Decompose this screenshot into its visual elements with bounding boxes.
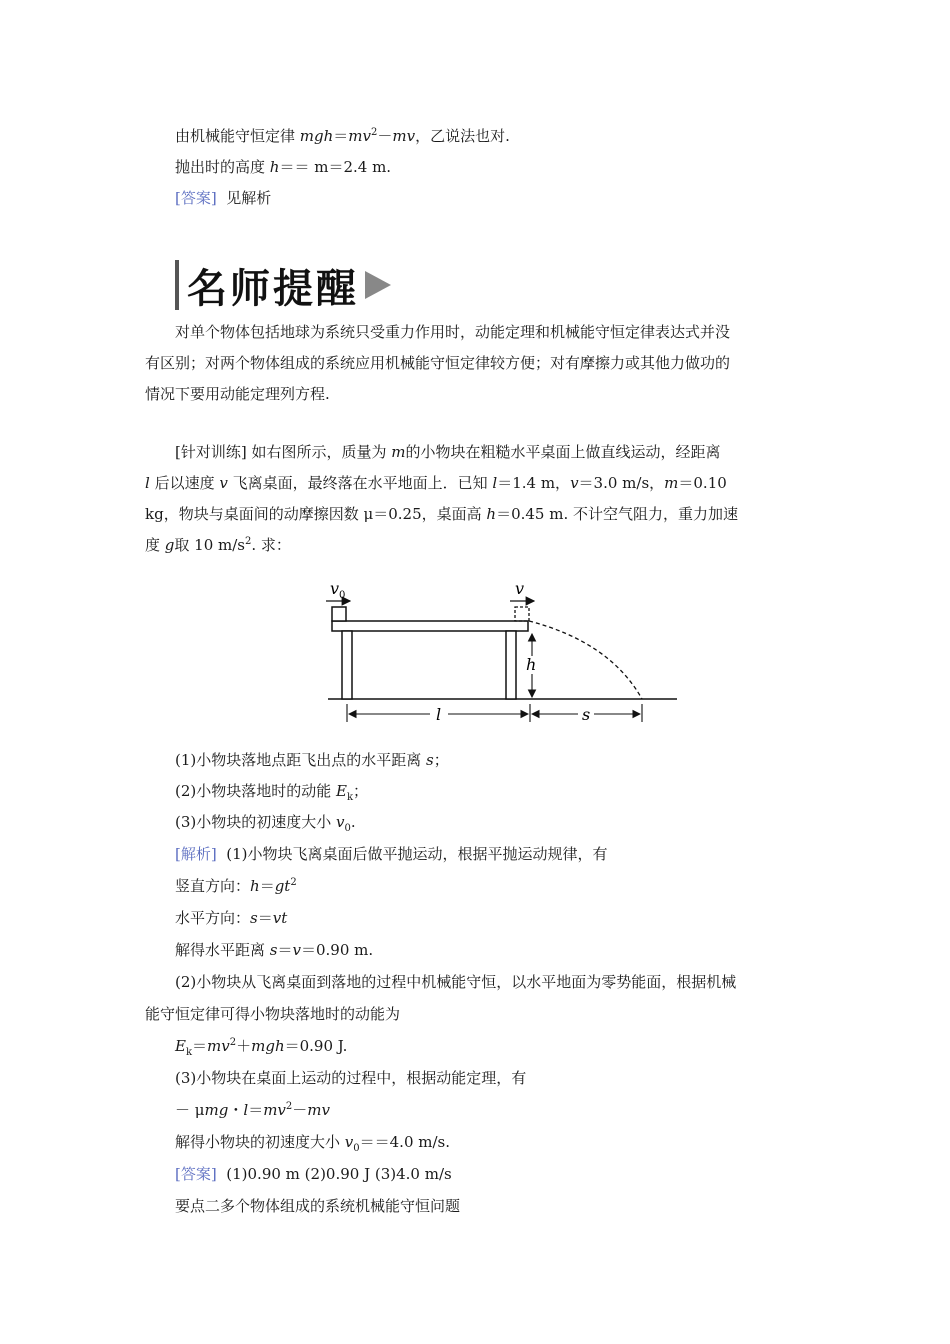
- solution-line-9: － μmg・$l=mv^2-mv$: [175, 1101, 330, 1119]
- tip-line-3: 情况下要用动能定理列方程.: [145, 385, 330, 403]
- table-top: [332, 621, 528, 631]
- final-answer-line: [答案] (1)0.90 m (2)0.90 J (3)4.0 m/s: [175, 1165, 452, 1183]
- table-leg-left: [342, 631, 352, 699]
- question-1: (1)小物块落地点距飞出点的水平距离 s；: [175, 751, 449, 769]
- heading-title: 名师提醒: [187, 265, 359, 312]
- h-label: h: [526, 655, 537, 674]
- play-triangle-icon: [365, 271, 391, 299]
- question-3: (3)小物块的初速度大小 $v_0$.: [175, 813, 356, 834]
- solution-line-2: 竖直方向：$h=gt^2$: [175, 877, 297, 895]
- question-2: (2)小物块落地时的动能 $E_k$；: [175, 782, 369, 803]
- tip-line-1: 对单个物体包括地球为系统只受重力作用时，动能定理和机械能守恒定律表达式并没: [175, 323, 731, 341]
- tip-heading: [175, 258, 391, 312]
- table-projectile-diagram: [320, 572, 690, 732]
- l-label: l: [436, 705, 442, 724]
- block-start: [332, 607, 346, 621]
- v0-label: $v_0$: [330, 579, 346, 601]
- solution-line-3: 水平方向：s＝vt: [175, 909, 288, 927]
- solution-line-7: $E_k=mv^2+mgh=0.90$ J.: [175, 1037, 348, 1058]
- solution-line-1: [解析] (1)小物块飞离桌面后做平抛运动，根据平抛运动规律，有: [175, 845, 608, 863]
- answer-tag: [答案]: [175, 189, 217, 207]
- problem-line-4: 度 g取 10 $m/s^2$. 求：: [145, 536, 291, 554]
- energy-conservation-line: 由机械能守恒定律 $mgh=mv^2-mv$，乙说法也对.: [175, 127, 510, 145]
- solution-line-10: 解得小物块的初速度大小 $v_0==4.0$ m/s.: [175, 1133, 451, 1154]
- solution-line-8: (3)小物块在桌面上运动的过程中，根据动能定理，有: [175, 1069, 527, 1087]
- tip-line-2: 有区别；对两个物体组成的系统应用机械能守恒定律较方便；对有摩擦力或其他力做功的: [145, 354, 731, 372]
- next-section-title: 要点二多个物体组成的系统机械能守恒问题: [175, 1197, 461, 1215]
- height-line: 抛出时的高度 h＝＝ m＝2.4 m.: [175, 158, 392, 176]
- s-label: s: [582, 705, 591, 724]
- problem-line-2: l 后以速度 v 飞离桌面，最终落在水平地面上．已知 l＝1.4 m，v＝3.0 m/s，m＝0.10: [145, 474, 727, 492]
- solution-tag: [解析]: [175, 845, 217, 863]
- trajectory-curve: [529, 621, 642, 699]
- problem-line-1: [针对训练] 如右图所示，质量为 m的小物块在粗糙水平桌面上做直线运动，经距离: [175, 443, 721, 461]
- heading-bar: [175, 260, 179, 310]
- final-answer-tag: [答案]: [175, 1165, 217, 1183]
- v-label: v: [515, 579, 525, 598]
- solution-line-4: 解得水平距离 s＝v＝0.90 m.: [175, 941, 374, 959]
- answer-line: [答案] 见解析: [175, 189, 272, 207]
- block-edge-dashed: [515, 607, 529, 621]
- solution-line-6: 能守恒定律可得小物块落地时的动能为: [145, 1005, 401, 1023]
- solution-line-5: (2)小物块从飞离桌面到落地的过程中机械能守恒，以水平地面为零势能面，根据机械: [175, 973, 737, 991]
- problem-line-3: kg，物块与桌面间的动摩擦因数 μ＝0.25，桌面高 h＝0.45 m. 不计空气阻力，重力加速: [145, 505, 738, 523]
- table-leg-right: [506, 631, 516, 699]
